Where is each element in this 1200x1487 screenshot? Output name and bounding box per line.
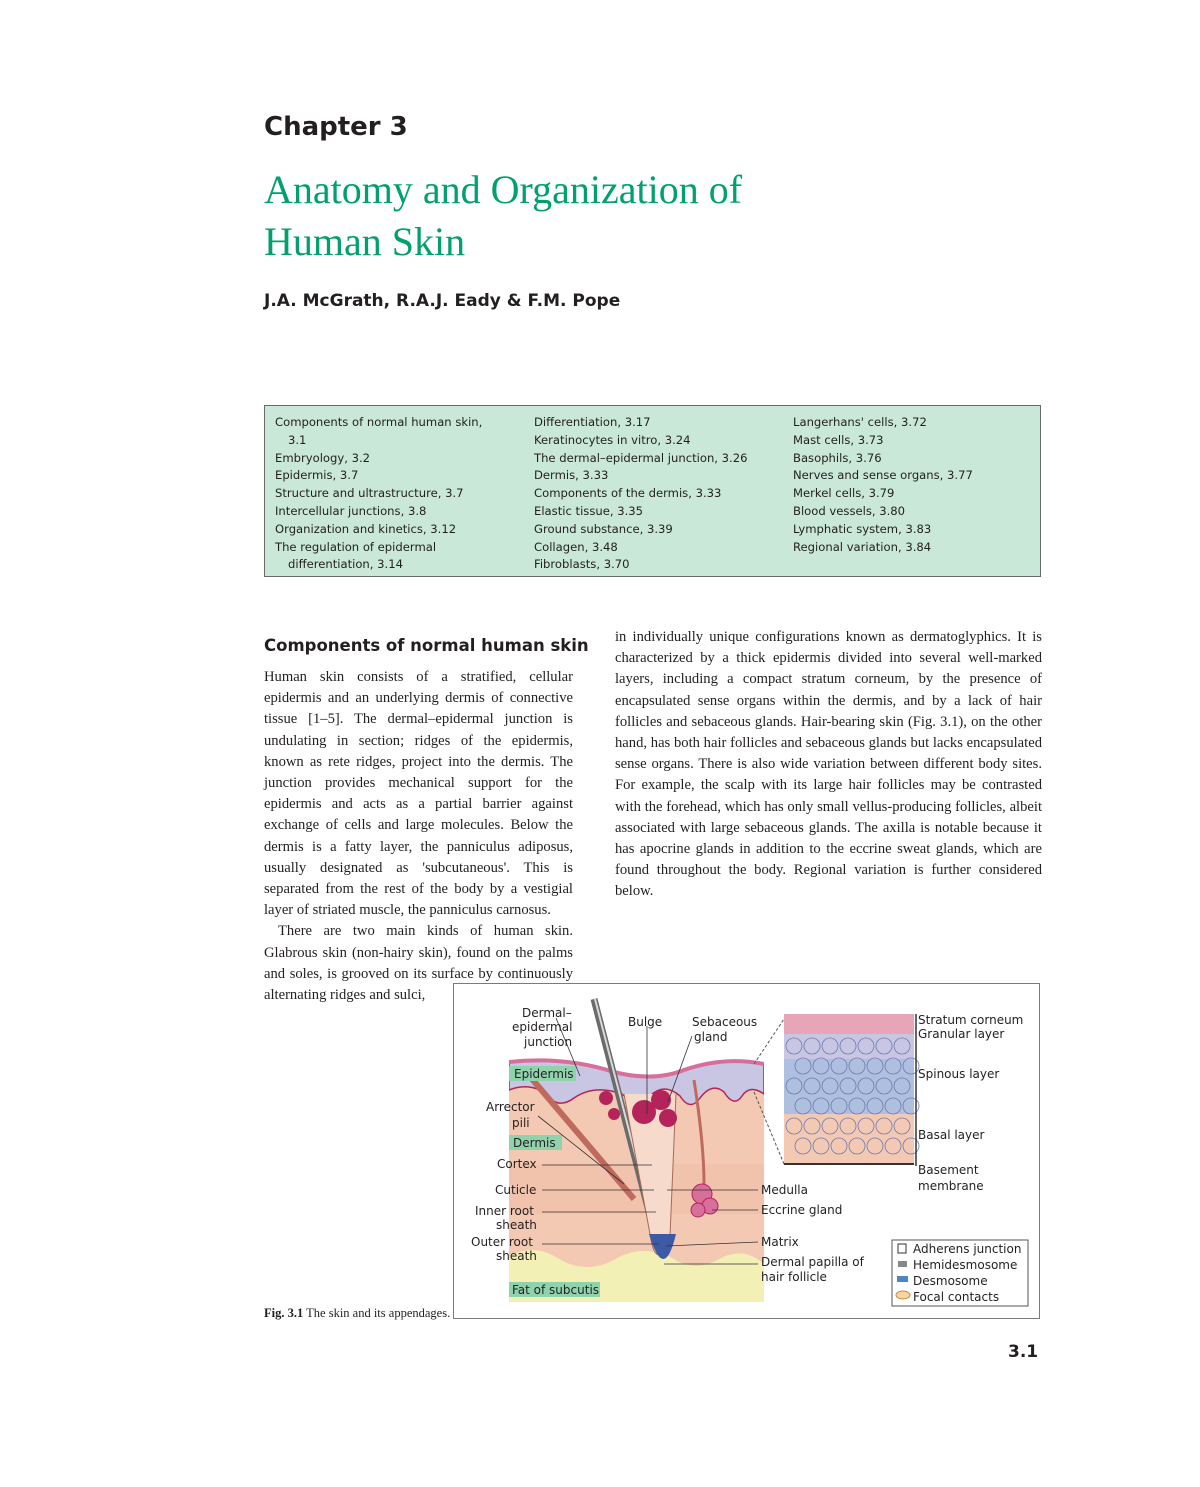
- toc-entry[interactable]: Mast cells, 3.73: [793, 432, 884, 447]
- figure-skin-diagram: [453, 983, 1040, 1319]
- label-dermal-papilla: hair follicle: [761, 1270, 827, 1284]
- toc-entry[interactable]: Differentiation, 3.17: [534, 415, 651, 429]
- toc-entry[interactable]: Regional variation, 3.84: [793, 539, 932, 554]
- table-of-contents: [264, 405, 1041, 577]
- label-outer-root-sheath: sheath: [496, 1249, 537, 1263]
- label-arrector-pili: Arrector: [486, 1100, 535, 1114]
- label-dermal-epidermal-junction: junction: [524, 1035, 573, 1049]
- chapter-label: Chapter 3: [264, 112, 408, 142]
- label-cortex: Cortex: [497, 1157, 537, 1171]
- chapter-title-line2: Human Skin: [264, 219, 466, 264]
- toc-entry[interactable]: Embryology, 3.2: [275, 450, 371, 465]
- label-spinous-layer: Spinous layer: [918, 1067, 1000, 1081]
- toc-entry[interactable]: Collagen, 3.48: [534, 539, 618, 554]
- label-medulla: Medulla: [761, 1183, 808, 1197]
- label-basement-membrane: membrane: [918, 1179, 984, 1193]
- label-dermal-epidermal-junction: Dermal–: [522, 1006, 572, 1020]
- label-sebaceous-gland: gland: [694, 1030, 728, 1044]
- chapter-title-line1: Anatomy and Organization of: [264, 167, 743, 212]
- label-basal-layer: Basal layer: [918, 1128, 985, 1142]
- toc-entry[interactable]: Intercellular junctions, 3.8: [275, 503, 427, 518]
- skin-diagram-svg: [454, 984, 1039, 1318]
- body-column-right: [615, 627, 1042, 903]
- page-number: 3.1: [1008, 1342, 1039, 1362]
- label-dermal-papilla: Dermal papilla of: [761, 1255, 864, 1269]
- toc-entry[interactable]: Components of the dermis, 3.33: [534, 486, 722, 501]
- label-dermal-epidermal-junction: epidermal: [512, 1020, 573, 1034]
- label-arrector-pili: pili: [512, 1116, 530, 1130]
- toc-entry[interactable]: Elastic tissue, 3.35: [534, 503, 644, 518]
- toc-entry[interactable]: The regulation of epidermal: [275, 539, 437, 554]
- toc-entry[interactable]: Organization and kinetics, 3.12: [275, 521, 457, 536]
- toc-column-3: [793, 414, 1038, 556]
- label-dermis: Dermis: [513, 1136, 556, 1150]
- figure-caption-label: Fig. 3.1: [264, 1306, 304, 1320]
- label-basement-membrane: Basement: [918, 1163, 979, 1177]
- paragraph: in individually unique configurations known as dermatoglyphics. It is characterized by a thick epidermis divided into several well-marked layers, including a compact stratum corneum, by the presence of encapsulated sense organs within the dermis, and by a lack of hair follicles and sebaceous glands. Hair-bearing skin (Fig. 3.1), on the other hand, has both hair follicles and sebaceous glands but lacks encapsulated sense organs. There is also wide variation between different body sites. For example, the scalp with its large hair follicles may be contrasted with the forehead, which has only small vellus-producing follicles, albeit associated with large sebaceous glands. The axilla is notable because it has apocrine glands in addition to the eccrine sweat glands, which are found throughout the body. Regional variation is further considered below.: [615, 629, 1042, 900]
- desmosome-icon: [897, 1276, 908, 1282]
- legend-item: Adherens junction: [913, 1242, 1022, 1256]
- figure-caption: [264, 1306, 450, 1321]
- legend-item: Focal contacts: [913, 1290, 1000, 1304]
- toc-entry[interactable]: Langerhans' cells, 3.72: [793, 415, 927, 429]
- toc-entry[interactable]: 3.1: [288, 432, 307, 447]
- figure-caption-text: The skin and its appendages.: [306, 1306, 451, 1320]
- paragraph: Human skin consists of a stratified, cellular epidermis and an underlying dermis of connective tissue [1–5]. The dermal–epidermal junction is undulating in section; ridges of the epidermis, known as rete ridges, project into the dermis. The junction provides mechanical support for the epidermis and acts as a partial barrier against exchange of cells and large molecules. Below the dermis is a fatty layer, the panniculus adiposus, usually designated as 'subcutaneous'. This is separated from the rest of the body by a vestigial layer of striated muscle, the panniculus carnosus.: [264, 669, 573, 919]
- label-outer-root-sheath: Outer root: [471, 1235, 533, 1249]
- toc-entry[interactable]: Blood vessels, 3.80: [793, 503, 906, 518]
- toc-column-2: [534, 414, 784, 574]
- legend-item: Hemidesmosome: [913, 1258, 1018, 1272]
- toc-entry[interactable]: Keratinocytes in vitro, 3.24: [534, 432, 691, 447]
- chapter-title: [264, 164, 964, 268]
- label-cuticle: Cuticle: [495, 1183, 537, 1197]
- toc-entry[interactable]: Basophils, 3.76: [793, 450, 882, 465]
- toc-entry[interactable]: Lymphatic system, 3.83: [793, 521, 932, 536]
- label-eccrine-gland: Eccrine gland: [761, 1203, 843, 1217]
- toc-entry[interactable]: Fibroblasts, 3.70: [534, 557, 630, 572]
- legend-item: Desmosome: [913, 1274, 988, 1288]
- toc-entry[interactable]: Nerves and sense organs, 3.77: [793, 468, 973, 483]
- label-sebaceous-gland: Sebaceous: [692, 1015, 758, 1029]
- label-granular-layer: Granular layer: [918, 1027, 1005, 1041]
- label-epidermis: Epidermis: [514, 1067, 574, 1081]
- hemidesmosome-icon: [898, 1261, 907, 1267]
- body-column-left: [264, 667, 573, 1006]
- focal-contacts-icon: [896, 1291, 910, 1299]
- toc-entry[interactable]: Structure and ultrastructure, 3.7: [275, 486, 464, 501]
- section-heading: Components of normal human skin: [264, 636, 589, 655]
- epidermis-magnified: [754, 1014, 919, 1166]
- label-inner-root-sheath: sheath: [496, 1218, 537, 1232]
- label-inner-root-sheath: Inner root: [475, 1204, 534, 1218]
- toc-entry[interactable]: Merkel cells, 3.79: [793, 486, 895, 501]
- legend: [892, 1240, 1028, 1306]
- toc-entry[interactable]: The dermal–epidermal junction, 3.26: [534, 450, 748, 465]
- toc-entry[interactable]: Epidermis, 3.7: [275, 468, 359, 483]
- label-fat-of-subcutis: Fat of subcutis: [512, 1283, 600, 1297]
- authors: J.A. McGrath, R.A.J. Eady & F.M. Pope: [264, 291, 621, 311]
- paragraph: There are two main kinds of human skin. Glabrous skin (non-hairy skin), found on the palms and soles, is grooved on its surface by continuously alternating ridges and sulci,: [264, 923, 573, 1004]
- toc-entry[interactable]: differentiation, 3.14: [288, 557, 403, 572]
- toc-entry[interactable]: Components of normal human skin,: [275, 415, 483, 429]
- label-matrix: Matrix: [761, 1235, 799, 1249]
- label-stratum-corneum: Stratum corneum: [918, 1013, 1024, 1027]
- toc-entry[interactable]: Ground substance, 3.39: [534, 521, 673, 536]
- label-bulge: Bulge: [628, 1015, 663, 1029]
- toc-entry[interactable]: Dermis, 3.33: [534, 468, 609, 483]
- toc-column-1: [275, 414, 530, 574]
